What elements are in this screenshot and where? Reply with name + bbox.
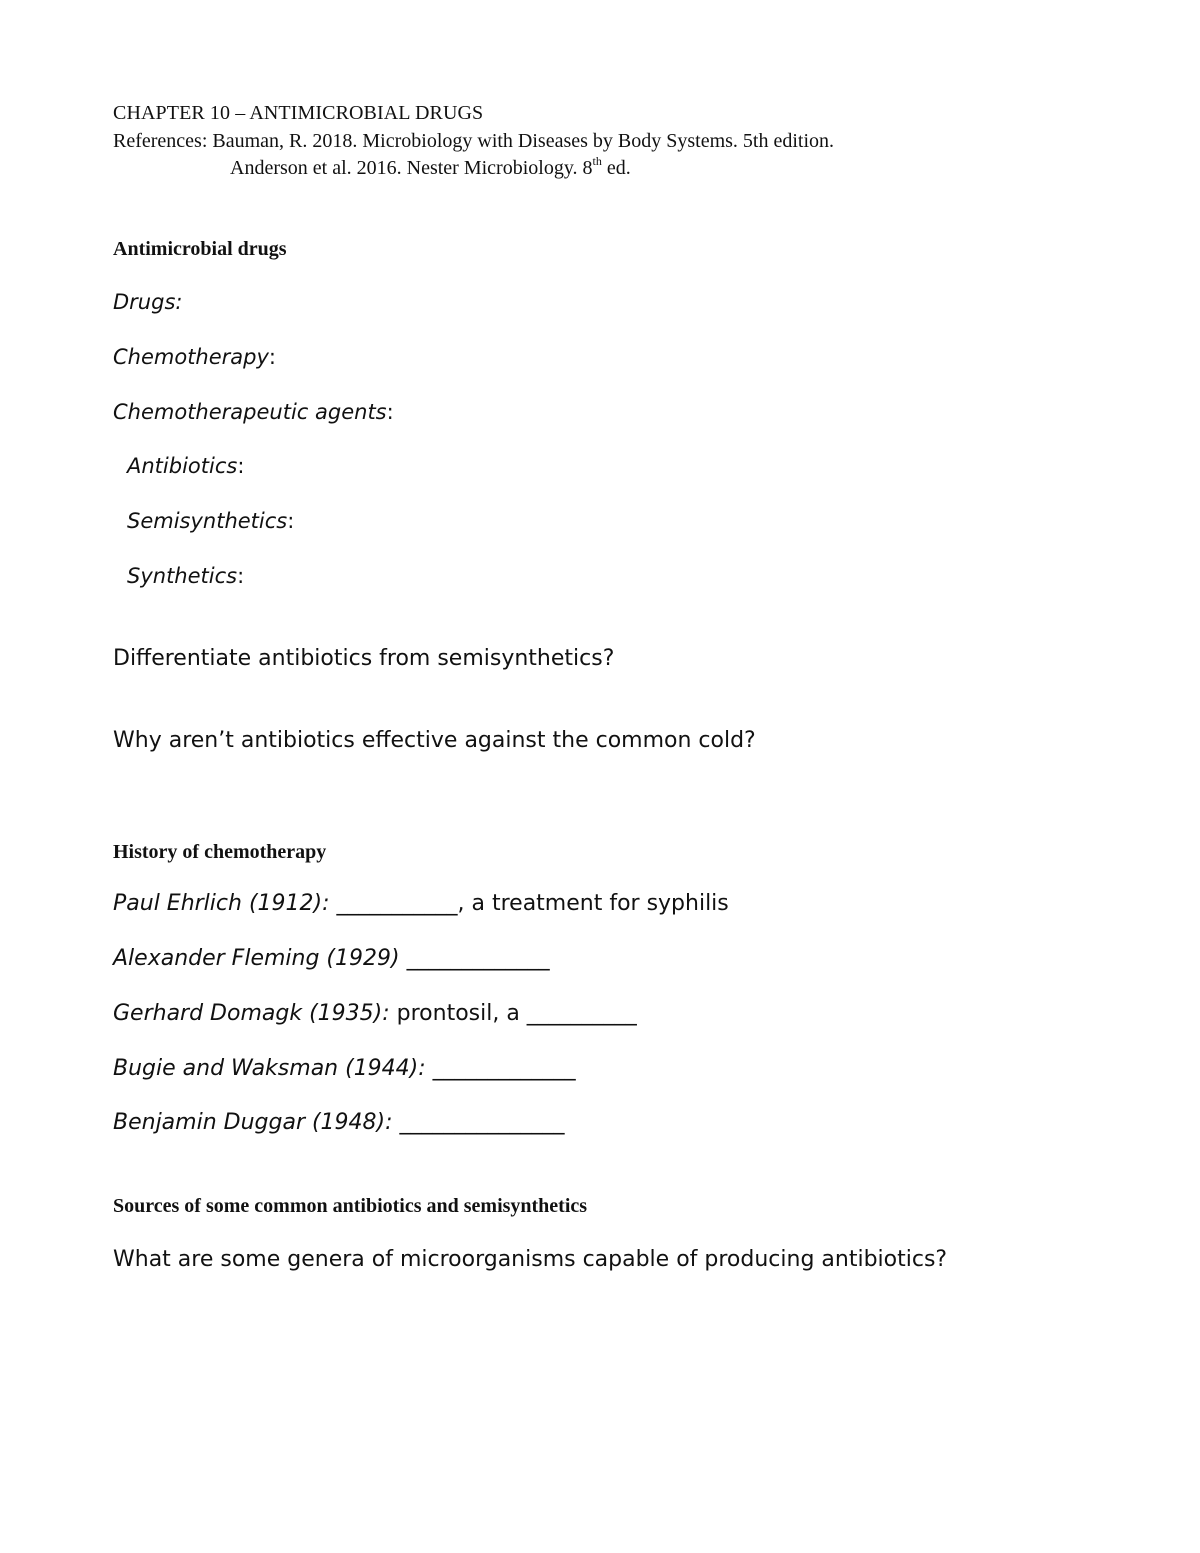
reference-anderson: Anderson et al. 2016. Nester Microbiology. 8 (230, 157, 593, 179)
term-label: Semisynthetics (127, 509, 288, 533)
term-label: Synthetics (127, 564, 238, 588)
question-common-cold: Why aren’t antibiotics effective against the common cold? (113, 728, 756, 753)
term-chemotherapeutic-agents (113, 400, 394, 424)
chapter-title: CHAPTER 10 – ANTIMICROBIAL DRUGS (113, 102, 484, 124)
term-label: Antibiotics (127, 454, 238, 478)
reference-line-2 (230, 154, 631, 180)
history-person: Gerhard Domagk (1935): (113, 1001, 390, 1026)
history-item-domagk (113, 1001, 637, 1026)
term-suffix: : (237, 454, 245, 478)
reference-line-1 (113, 130, 834, 153)
reference-anderson-superscript: th (592, 154, 602, 168)
references-label: References: (113, 130, 208, 152)
term-semisynthetics (127, 509, 294, 533)
history-item-bugie-waksman (113, 1056, 576, 1081)
reference-bauman: Bauman, R. 2018. Microbiology with Diseases by Body Systems. 5th edition. (212, 130, 835, 152)
history-item-fleming (113, 946, 550, 971)
history-blank: ___________, a treatment for syphilis (329, 891, 729, 916)
history-blank: _____________ (399, 946, 550, 971)
history-blank: _____________ (425, 1056, 576, 1081)
history-person: Paul Ehrlich (1912): (113, 891, 330, 916)
history-item-duggar (113, 1110, 565, 1135)
term-antibiotics (127, 454, 244, 478)
history-blank: prontosil, a __________ (389, 1001, 637, 1026)
term-chemotherapy (113, 345, 276, 369)
term-label: Chemotherapy (113, 345, 269, 369)
term-drugs (113, 290, 182, 314)
section-heading-history: History of chemotherapy (113, 841, 327, 863)
history-person: Alexander Fleming (1929) (113, 946, 400, 971)
section-heading-sources: Sources of some common antibiotics and semisynthetics (113, 1195, 588, 1217)
question-differentiate: Differentiate antibiotics from semisynthetics? (113, 646, 615, 671)
term-suffix: : (237, 564, 245, 588)
history-person: Bugie and Waksman (1944): (113, 1056, 426, 1081)
term-suffix: : (386, 400, 394, 424)
term-label: Drugs: (113, 290, 183, 314)
history-item-ehrlich (113, 891, 729, 916)
reference-anderson-end: ed. (601, 157, 631, 179)
question-genera: What are some genera of microorganisms capable of producing antibiotics? (113, 1247, 948, 1272)
term-suffix: : (287, 509, 295, 533)
history-blank: _______________ (392, 1110, 565, 1135)
term-label: Chemotherapeutic agents (113, 400, 387, 424)
section-heading-antimicrobial-drugs: Antimicrobial drugs (113, 238, 287, 260)
history-person: Benjamin Duggar (1948): (113, 1110, 393, 1135)
term-suffix: : (268, 345, 276, 369)
term-synthetics (127, 564, 244, 588)
